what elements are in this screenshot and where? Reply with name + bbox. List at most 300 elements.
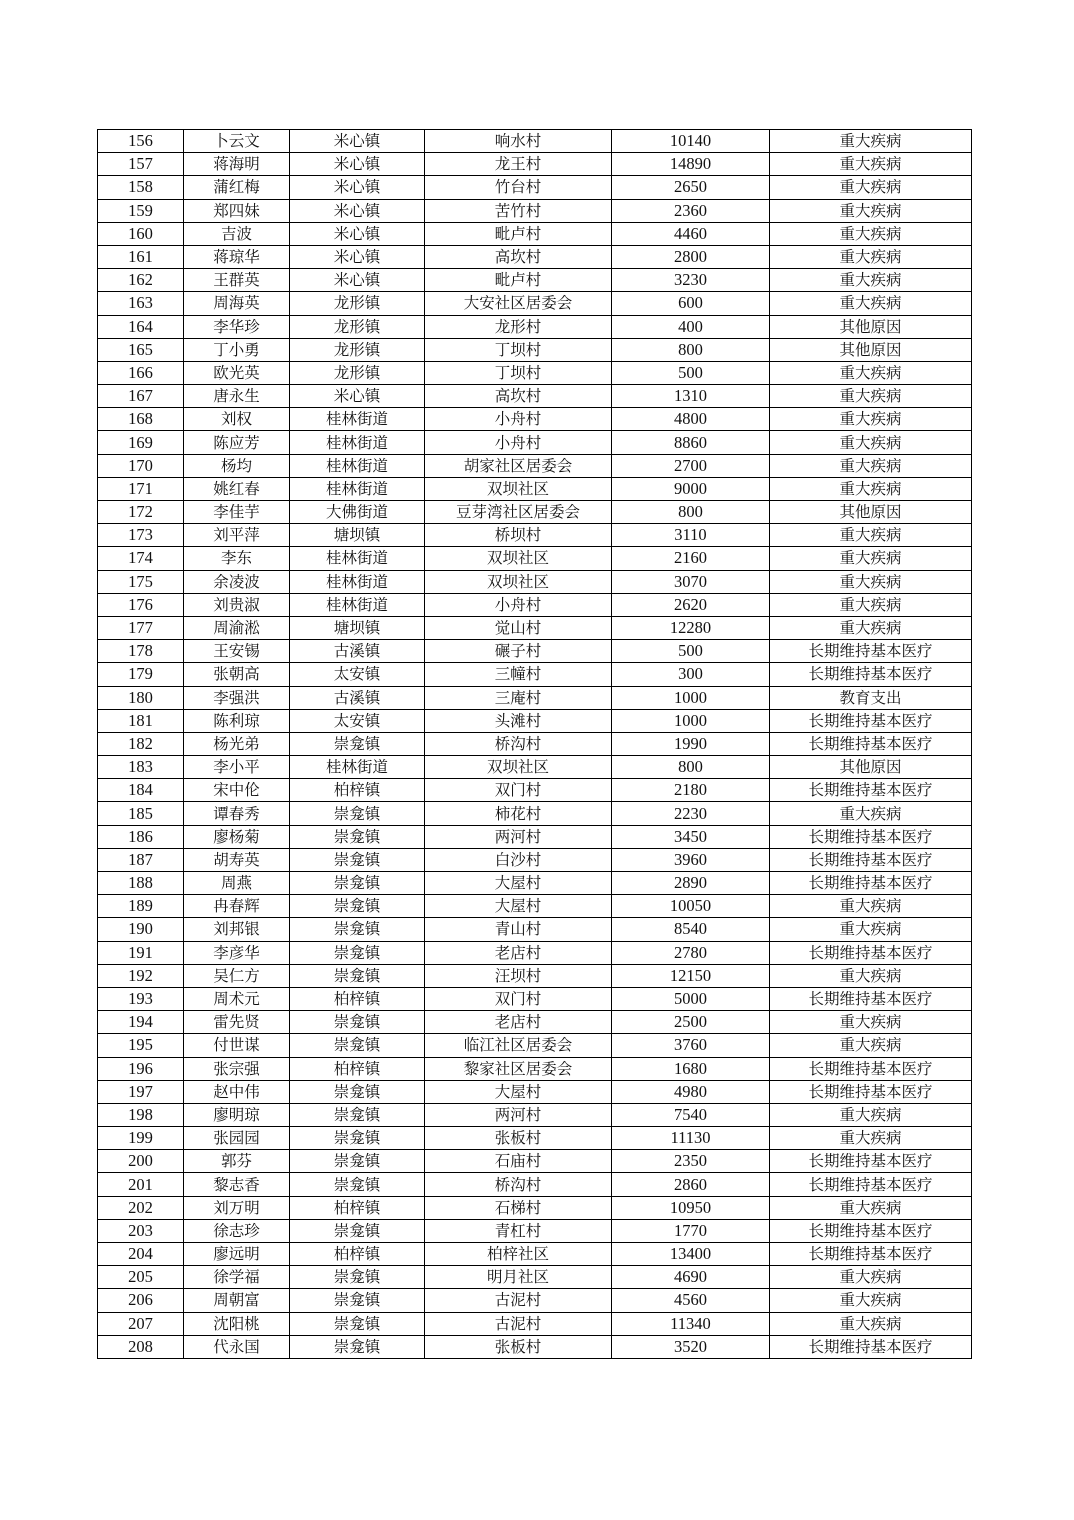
village-cell: 黎家社区居委会 xyxy=(425,1057,612,1080)
amount-cell: 600 xyxy=(612,292,770,315)
row-number-cell: 166 xyxy=(98,361,184,384)
table-row xyxy=(98,732,972,755)
town-cell: 米心镇 xyxy=(290,269,425,292)
person-name-cell: 杨均 xyxy=(184,454,290,477)
amount-cell: 800 xyxy=(612,756,770,779)
table-row xyxy=(98,872,972,895)
row-number-cell: 205 xyxy=(98,1266,184,1289)
table-row xyxy=(98,292,972,315)
village-cell: 小舟村 xyxy=(425,408,612,431)
town-cell: 太安镇 xyxy=(290,709,425,732)
row-number-cell: 160 xyxy=(98,222,184,245)
person-name-cell: 沈阳桃 xyxy=(184,1312,290,1335)
village-cell: 响水村 xyxy=(425,130,612,153)
reason-cell: 重大疾病 xyxy=(770,918,972,941)
table-row xyxy=(98,709,972,732)
person-name-cell: 赵中伟 xyxy=(184,1080,290,1103)
reason-cell: 重大疾病 xyxy=(770,130,972,153)
row-number-cell: 175 xyxy=(98,570,184,593)
person-name-cell: 雷先贤 xyxy=(184,1011,290,1034)
village-cell: 石庙村 xyxy=(425,1150,612,1173)
table-row xyxy=(98,477,972,500)
row-number-cell: 196 xyxy=(98,1057,184,1080)
reason-cell: 重大疾病 xyxy=(770,895,972,918)
table-row xyxy=(98,848,972,871)
person-name-cell: 王群英 xyxy=(184,269,290,292)
amount-cell: 3760 xyxy=(612,1034,770,1057)
reason-cell: 重大疾病 xyxy=(770,1196,972,1219)
amount-cell: 1680 xyxy=(612,1057,770,1080)
row-number-cell: 201 xyxy=(98,1173,184,1196)
reason-cell: 长期维持基本医疗 xyxy=(770,987,972,1010)
table-row xyxy=(98,987,972,1010)
person-name-cell: 陈应芳 xyxy=(184,431,290,454)
row-number-cell: 187 xyxy=(98,848,184,871)
row-number-cell: 167 xyxy=(98,385,184,408)
amount-cell: 10140 xyxy=(612,130,770,153)
village-cell: 明月社区 xyxy=(425,1266,612,1289)
amount-cell: 2180 xyxy=(612,779,770,802)
town-cell: 崇龛镇 xyxy=(290,918,425,941)
town-cell: 米心镇 xyxy=(290,176,425,199)
reason-cell: 长期维持基本医疗 xyxy=(770,1173,972,1196)
village-cell: 张板村 xyxy=(425,1335,612,1358)
town-cell: 崇龛镇 xyxy=(290,825,425,848)
amount-cell: 2500 xyxy=(612,1011,770,1034)
village-cell: 双坝社区 xyxy=(425,756,612,779)
reason-cell: 长期维持基本医疗 xyxy=(770,1335,972,1358)
row-number-cell: 159 xyxy=(98,199,184,222)
reason-cell: 长期维持基本医疗 xyxy=(770,1080,972,1103)
person-name-cell: 刘邦银 xyxy=(184,918,290,941)
reason-cell: 长期维持基本医疗 xyxy=(770,941,972,964)
town-cell: 崇龛镇 xyxy=(290,1266,425,1289)
village-cell: 桥沟村 xyxy=(425,732,612,755)
row-number-cell: 189 xyxy=(98,895,184,918)
table-row xyxy=(98,593,972,616)
village-cell: 苦竹村 xyxy=(425,199,612,222)
reason-cell: 重大疾病 xyxy=(770,802,972,825)
amount-cell: 500 xyxy=(612,361,770,384)
village-cell: 柏梓社区 xyxy=(425,1243,612,1266)
town-cell: 崇龛镇 xyxy=(290,964,425,987)
village-cell: 桥沟村 xyxy=(425,1173,612,1196)
reason-cell: 重大疾病 xyxy=(770,547,972,570)
amount-cell: 1310 xyxy=(612,385,770,408)
village-cell: 桥坝村 xyxy=(425,524,612,547)
town-cell: 龙形镇 xyxy=(290,315,425,338)
reason-cell: 长期维持基本医疗 xyxy=(770,1243,972,1266)
village-cell: 古泥村 xyxy=(425,1289,612,1312)
table-row xyxy=(98,361,972,384)
person-name-cell: 李彦华 xyxy=(184,941,290,964)
town-cell: 龙形镇 xyxy=(290,338,425,361)
table-row xyxy=(98,1057,972,1080)
town-cell: 崇龛镇 xyxy=(290,1103,425,1126)
person-name-cell: 周燕 xyxy=(184,872,290,895)
row-number-cell: 186 xyxy=(98,825,184,848)
village-cell: 胡家社区居委会 xyxy=(425,454,612,477)
amount-cell: 7540 xyxy=(612,1103,770,1126)
reason-cell: 重大疾病 xyxy=(770,385,972,408)
row-number-cell: 180 xyxy=(98,686,184,709)
row-number-cell: 191 xyxy=(98,941,184,964)
village-cell: 两河村 xyxy=(425,825,612,848)
amount-cell: 500 xyxy=(612,640,770,663)
row-number-cell: 174 xyxy=(98,547,184,570)
town-cell: 崇龛镇 xyxy=(290,1080,425,1103)
amount-cell: 4460 xyxy=(612,222,770,245)
person-name-cell: 付世谋 xyxy=(184,1034,290,1057)
row-number-cell: 177 xyxy=(98,616,184,639)
reason-cell: 重大疾病 xyxy=(770,1034,972,1057)
row-number-cell: 184 xyxy=(98,779,184,802)
village-cell: 小舟村 xyxy=(425,431,612,454)
person-name-cell: 吉波 xyxy=(184,222,290,245)
village-cell: 汪坝村 xyxy=(425,964,612,987)
person-name-cell: 李东 xyxy=(184,547,290,570)
reason-cell: 长期维持基本医疗 xyxy=(770,848,972,871)
town-cell: 柏梓镇 xyxy=(290,987,425,1010)
row-number-cell: 204 xyxy=(98,1243,184,1266)
row-number-cell: 165 xyxy=(98,338,184,361)
table-row xyxy=(98,385,972,408)
person-name-cell: 姚红春 xyxy=(184,477,290,500)
village-cell: 老店村 xyxy=(425,1011,612,1034)
reason-cell: 长期维持基本医疗 xyxy=(770,1057,972,1080)
village-cell: 青山村 xyxy=(425,918,612,941)
town-cell: 桂林街道 xyxy=(290,593,425,616)
table-row xyxy=(98,1266,972,1289)
amount-cell: 4690 xyxy=(612,1266,770,1289)
town-cell: 古溪镇 xyxy=(290,686,425,709)
row-number-cell: 192 xyxy=(98,964,184,987)
amount-cell: 8540 xyxy=(612,918,770,941)
amount-cell: 800 xyxy=(612,501,770,524)
table-row xyxy=(98,454,972,477)
row-number-cell: 168 xyxy=(98,408,184,431)
village-cell: 丁坝村 xyxy=(425,361,612,384)
table-row xyxy=(98,941,972,964)
reason-cell: 其他原因 xyxy=(770,501,972,524)
amount-cell: 2360 xyxy=(612,199,770,222)
row-number-cell: 173 xyxy=(98,524,184,547)
town-cell: 柏梓镇 xyxy=(290,779,425,802)
reason-cell: 重大疾病 xyxy=(770,199,972,222)
amount-cell: 4980 xyxy=(612,1080,770,1103)
table-row xyxy=(98,1312,972,1335)
reason-cell: 重大疾病 xyxy=(770,1011,972,1034)
reason-cell: 重大疾病 xyxy=(770,408,972,431)
table-row xyxy=(98,1127,972,1150)
town-cell: 柏梓镇 xyxy=(290,1243,425,1266)
amount-cell: 1000 xyxy=(612,686,770,709)
person-name-cell: 周海英 xyxy=(184,292,290,315)
amount-cell: 11130 xyxy=(612,1127,770,1150)
row-number-cell: 195 xyxy=(98,1034,184,1057)
amount-cell: 1990 xyxy=(612,732,770,755)
reason-cell: 重大疾病 xyxy=(770,477,972,500)
village-cell: 丁坝村 xyxy=(425,338,612,361)
reason-cell: 重大疾病 xyxy=(770,1127,972,1150)
person-name-cell: 代永国 xyxy=(184,1335,290,1358)
reason-cell: 重大疾病 xyxy=(770,1266,972,1289)
person-name-cell: 余凌波 xyxy=(184,570,290,593)
reason-cell: 长期维持基本医疗 xyxy=(770,825,972,848)
amount-cell: 3070 xyxy=(612,570,770,593)
table-row xyxy=(98,199,972,222)
reason-cell: 重大疾病 xyxy=(770,361,972,384)
town-cell: 米心镇 xyxy=(290,385,425,408)
table-row xyxy=(98,153,972,176)
town-cell: 柏梓镇 xyxy=(290,1196,425,1219)
town-cell: 崇龛镇 xyxy=(290,872,425,895)
person-name-cell: 冉春辉 xyxy=(184,895,290,918)
table-row xyxy=(98,1034,972,1057)
row-number-cell: 202 xyxy=(98,1196,184,1219)
table-row xyxy=(98,686,972,709)
village-cell: 大屋村 xyxy=(425,872,612,895)
row-number-cell: 200 xyxy=(98,1150,184,1173)
amount-cell: 13400 xyxy=(612,1243,770,1266)
amount-cell: 8860 xyxy=(612,431,770,454)
person-name-cell: 廖明琼 xyxy=(184,1103,290,1126)
amount-cell: 2160 xyxy=(612,547,770,570)
amount-cell: 9000 xyxy=(612,477,770,500)
village-cell: 大屋村 xyxy=(425,1080,612,1103)
amount-cell: 5000 xyxy=(612,987,770,1010)
row-number-cell: 179 xyxy=(98,663,184,686)
reason-cell: 长期维持基本医疗 xyxy=(770,663,972,686)
town-cell: 桂林街道 xyxy=(290,756,425,779)
town-cell: 塘坝镇 xyxy=(290,616,425,639)
amount-cell: 3520 xyxy=(612,1335,770,1358)
person-name-cell: 李华珍 xyxy=(184,315,290,338)
person-name-cell: 陈利琼 xyxy=(184,709,290,732)
village-cell: 大安社区居委会 xyxy=(425,292,612,315)
person-name-cell: 丁小勇 xyxy=(184,338,290,361)
village-cell: 三庵村 xyxy=(425,686,612,709)
town-cell: 崇龛镇 xyxy=(290,1335,425,1358)
reason-cell: 重大疾病 xyxy=(770,176,972,199)
reason-cell: 重大疾病 xyxy=(770,292,972,315)
village-cell: 老店村 xyxy=(425,941,612,964)
person-name-cell: 胡寿英 xyxy=(184,848,290,871)
town-cell: 桂林街道 xyxy=(290,454,425,477)
person-name-cell: 吴仁方 xyxy=(184,964,290,987)
reason-cell: 其他原因 xyxy=(770,338,972,361)
town-cell: 大佛街道 xyxy=(290,501,425,524)
person-name-cell: 徐学福 xyxy=(184,1266,290,1289)
reason-cell: 重大疾病 xyxy=(770,1289,972,1312)
reason-cell: 重大疾病 xyxy=(770,1103,972,1126)
amount-cell: 2800 xyxy=(612,245,770,268)
reason-cell: 重大疾病 xyxy=(770,153,972,176)
row-number-cell: 182 xyxy=(98,732,184,755)
village-cell: 小舟村 xyxy=(425,593,612,616)
person-name-cell: 周术元 xyxy=(184,987,290,1010)
town-cell: 塘坝镇 xyxy=(290,524,425,547)
amount-cell: 2350 xyxy=(612,1150,770,1173)
table-row xyxy=(98,1196,972,1219)
table-row xyxy=(98,663,972,686)
amount-cell: 1770 xyxy=(612,1219,770,1242)
table-row xyxy=(98,1289,972,1312)
amount-cell: 3450 xyxy=(612,825,770,848)
person-name-cell: 刘权 xyxy=(184,408,290,431)
village-cell: 豆芽湾社区居委会 xyxy=(425,501,612,524)
person-name-cell: 杨光弟 xyxy=(184,732,290,755)
row-number-cell: 169 xyxy=(98,431,184,454)
row-number-cell: 199 xyxy=(98,1127,184,1150)
row-number-cell: 163 xyxy=(98,292,184,315)
reason-cell: 重大疾病 xyxy=(770,454,972,477)
reason-cell: 重大疾病 xyxy=(770,222,972,245)
village-cell: 古泥村 xyxy=(425,1312,612,1335)
village-cell: 毗卢村 xyxy=(425,269,612,292)
person-name-cell: 刘平萍 xyxy=(184,524,290,547)
town-cell: 米心镇 xyxy=(290,245,425,268)
table-row xyxy=(98,895,972,918)
town-cell: 米心镇 xyxy=(290,222,425,245)
person-name-cell: 周渝淞 xyxy=(184,616,290,639)
person-name-cell: 张园园 xyxy=(184,1127,290,1150)
table-row xyxy=(98,825,972,848)
table-row xyxy=(98,802,972,825)
town-cell: 柏梓镇 xyxy=(290,1057,425,1080)
table-row xyxy=(98,315,972,338)
amount-cell: 10950 xyxy=(612,1196,770,1219)
reason-cell: 重大疾病 xyxy=(770,431,972,454)
amount-cell: 12280 xyxy=(612,616,770,639)
amount-cell: 14890 xyxy=(612,153,770,176)
table-row xyxy=(98,964,972,987)
amount-cell: 12150 xyxy=(612,964,770,987)
row-number-cell: 156 xyxy=(98,130,184,153)
village-cell: 头滩村 xyxy=(425,709,612,732)
row-number-cell: 197 xyxy=(98,1080,184,1103)
table-row xyxy=(98,640,972,663)
person-name-cell: 张宗强 xyxy=(184,1057,290,1080)
row-number-cell: 162 xyxy=(98,269,184,292)
table-row xyxy=(98,222,972,245)
reason-cell: 重大疾病 xyxy=(770,964,972,987)
row-number-cell: 190 xyxy=(98,918,184,941)
row-number-cell: 178 xyxy=(98,640,184,663)
person-name-cell: 廖远明 xyxy=(184,1243,290,1266)
town-cell: 崇龛镇 xyxy=(290,848,425,871)
village-cell: 双门村 xyxy=(425,779,612,802)
town-cell: 崇龛镇 xyxy=(290,1289,425,1312)
reason-cell: 重大疾病 xyxy=(770,1312,972,1335)
reason-cell: 重大疾病 xyxy=(770,524,972,547)
person-name-cell: 黎志香 xyxy=(184,1173,290,1196)
person-name-cell: 周朝富 xyxy=(184,1289,290,1312)
table-row xyxy=(98,524,972,547)
amount-cell: 3230 xyxy=(612,269,770,292)
town-cell: 桂林街道 xyxy=(290,408,425,431)
row-number-cell: 161 xyxy=(98,245,184,268)
amount-cell: 10050 xyxy=(612,895,770,918)
town-cell: 米心镇 xyxy=(290,199,425,222)
village-cell: 龙形村 xyxy=(425,315,612,338)
row-number-cell: 171 xyxy=(98,477,184,500)
town-cell: 桂林街道 xyxy=(290,431,425,454)
village-cell: 张板村 xyxy=(425,1127,612,1150)
reason-cell: 重大疾病 xyxy=(770,616,972,639)
village-cell: 碾子村 xyxy=(425,640,612,663)
person-name-cell: 王安锡 xyxy=(184,640,290,663)
village-cell: 觉山村 xyxy=(425,616,612,639)
town-cell: 崇龛镇 xyxy=(290,732,425,755)
person-name-cell: 刘万明 xyxy=(184,1196,290,1219)
town-cell: 崇龛镇 xyxy=(290,895,425,918)
town-cell: 古溪镇 xyxy=(290,640,425,663)
reason-cell: 其他原因 xyxy=(770,756,972,779)
amount-cell: 3110 xyxy=(612,524,770,547)
row-number-cell: 157 xyxy=(98,153,184,176)
town-cell: 米心镇 xyxy=(290,153,425,176)
table-row xyxy=(98,269,972,292)
reason-cell: 重大疾病 xyxy=(770,570,972,593)
table-row xyxy=(98,431,972,454)
town-cell: 桂林街道 xyxy=(290,570,425,593)
town-cell: 崇龛镇 xyxy=(290,1150,425,1173)
village-cell: 毗卢村 xyxy=(425,222,612,245)
town-cell: 桂林街道 xyxy=(290,477,425,500)
table-row xyxy=(98,779,972,802)
reason-cell: 重大疾病 xyxy=(770,245,972,268)
village-cell: 临江社区居委会 xyxy=(425,1034,612,1057)
amount-cell: 2780 xyxy=(612,941,770,964)
row-number-cell: 176 xyxy=(98,593,184,616)
row-number-cell: 193 xyxy=(98,987,184,1010)
amount-cell: 11340 xyxy=(612,1312,770,1335)
person-name-cell: 欧光英 xyxy=(184,361,290,384)
row-number-cell: 203 xyxy=(98,1219,184,1242)
table-row xyxy=(98,616,972,639)
amount-cell: 300 xyxy=(612,663,770,686)
village-cell: 白沙村 xyxy=(425,848,612,871)
amount-cell: 2230 xyxy=(612,802,770,825)
row-number-cell: 188 xyxy=(98,872,184,895)
person-name-cell: 谭春秀 xyxy=(184,802,290,825)
reason-cell: 重大疾病 xyxy=(770,269,972,292)
town-cell: 龙形镇 xyxy=(290,292,425,315)
amount-cell: 2700 xyxy=(612,454,770,477)
reason-cell: 长期维持基本医疗 xyxy=(770,732,972,755)
town-cell: 崇龛镇 xyxy=(290,1173,425,1196)
row-number-cell: 206 xyxy=(98,1289,184,1312)
table-row xyxy=(98,1080,972,1103)
amount-cell: 4800 xyxy=(612,408,770,431)
table-row xyxy=(98,1103,972,1126)
row-number-cell: 185 xyxy=(98,802,184,825)
table-row xyxy=(98,130,972,153)
table-row xyxy=(98,1011,972,1034)
table-row xyxy=(98,408,972,431)
table-row xyxy=(98,338,972,361)
village-cell: 双坝社区 xyxy=(425,477,612,500)
person-name-cell: 李强洪 xyxy=(184,686,290,709)
village-cell: 石梯村 xyxy=(425,1196,612,1219)
table-body xyxy=(98,130,972,1359)
reason-cell: 教育支出 xyxy=(770,686,972,709)
person-name-cell: 蒲红梅 xyxy=(184,176,290,199)
row-number-cell: 164 xyxy=(98,315,184,338)
reason-cell: 长期维持基本医疗 xyxy=(770,1150,972,1173)
table-row xyxy=(98,547,972,570)
